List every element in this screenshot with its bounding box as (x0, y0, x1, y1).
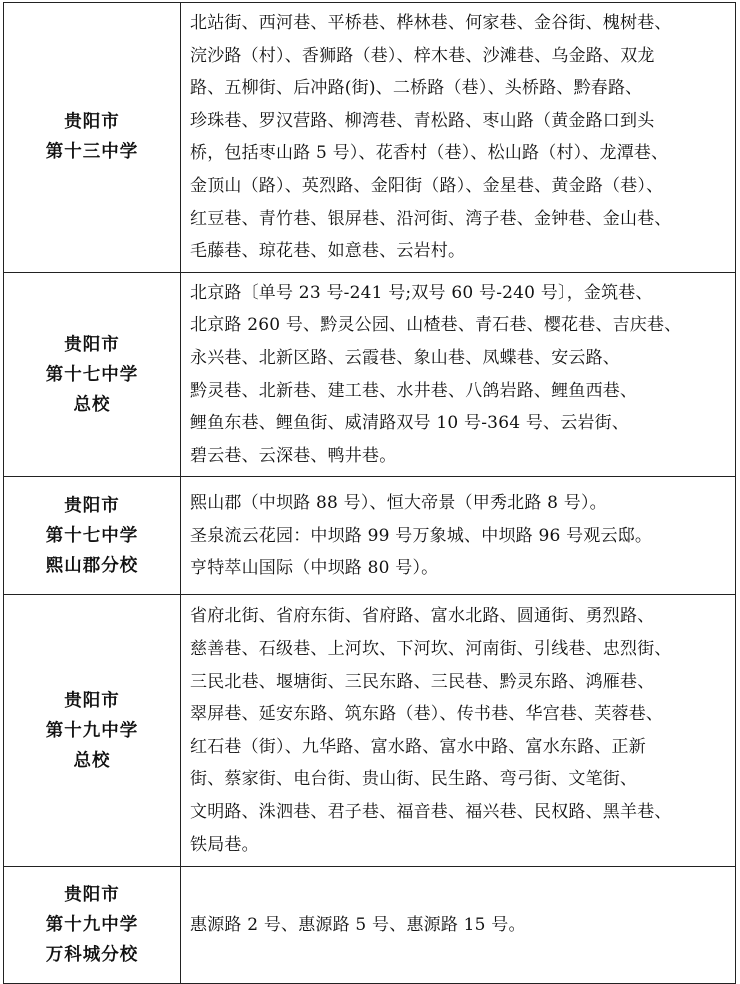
school-name-cell (4, 867, 181, 984)
area-text-line: 路、五柳街、后冲路(街)、二桥路（巷）、头桥路、黔春路、 (190, 78, 643, 99)
table-row (4, 867, 736, 984)
area-text-line: 北京路 260 号、黔灵公园、山楂巷、青石巷、樱花巷、吉庆巷、 (190, 315, 682, 336)
enrollment-area-cell (181, 3, 736, 273)
area-text-line: 红石巷（街）、九华路、富水路、富水中路、富水东路、正新 (190, 736, 646, 757)
school-name-line: 贵阳市 (64, 885, 120, 906)
enrollment-area-cell (181, 867, 736, 984)
school-name-line: 总校 (73, 750, 111, 771)
area-text-line: 北京路〔单号 23 号-241 号;双号 60 号-240 号〕，金筑巷、 (190, 282, 653, 303)
area-text-line: 省府北街、省府东街、省府路、富水北路、圆通街、勇烈路、 (190, 606, 655, 627)
table-row (4, 477, 736, 595)
school-name-line: 贵阳市 (64, 334, 120, 355)
school-name-line: 总校 (73, 394, 111, 415)
table-row (4, 272, 736, 477)
school-district-table (3, 2, 736, 984)
area-text-line: 亨特萃山国际（中坝路 80 号）。 (190, 558, 439, 579)
area-text-line: 永兴巷、北新区路、云霞巷、象山巷、凤蝶巷、安云路、 (190, 347, 620, 368)
school-name-cell (4, 3, 181, 273)
school-name-line: 第十九中学 (45, 915, 139, 936)
area-text-line: 三民北巷、堰塘街、三民东路、三民巷、黔灵东路、鸿雁巷、 (190, 671, 655, 692)
enrollment-area-cell (181, 272, 736, 477)
area-text-line: 红豆巷、青竹巷、银屏巷、沿河街、湾子巷、金钟巷、金山巷、 (190, 208, 672, 229)
school-name-cell (4, 272, 181, 477)
area-text-line: 珍珠巷、罗汉营路、柳湾巷、青松路、枣山路（黄金路口到头 (190, 110, 655, 131)
table-row (4, 595, 736, 867)
table-row (4, 3, 736, 273)
school-name-cell (4, 595, 181, 867)
area-text-line: 街、蔡家街、电台街、贵山街、民生路、弯弓街、文笔街、 (190, 769, 638, 790)
area-text-line: 黔灵巷、北新巷、建工巷、水井巷、八鸽岩路、鲤鱼西巷、 (190, 380, 638, 401)
area-text-line: 碧云巷、云深巷、鸭井巷。 (190, 445, 397, 466)
school-name-cell (4, 477, 181, 595)
area-text-line: 铁局巷。 (190, 834, 259, 855)
school-name-line: 贵阳市 (64, 112, 120, 133)
school-name-line: 第十三中学 (45, 142, 139, 163)
area-text-line: 北站街、西河巷、平桥巷、桦林巷、何家巷、金谷街、槐树巷、 (190, 13, 672, 33)
area-text-line: 金顶山（路）、英烈路、金阳街（路）、金星巷、黄金路（巷）、 (190, 175, 664, 196)
area-text-line: 惠源路 2 号、惠源路 5 号、惠源路 15 号。 (190, 915, 526, 936)
school-name-line: 第十七中学 (45, 364, 139, 385)
area-text-line: 慈善巷、石级巷、上河坎、下河坎、河南街、引线巷、忠烈街、 (190, 639, 672, 660)
area-text-line: 翠屏巷、延安东路、筑东路（巷）、传书巷、华宫巷、芙蓉巷、 (190, 704, 664, 725)
table-body (4, 3, 736, 984)
school-name-line: 万科城分校 (45, 945, 139, 966)
area-text-line: 熙山郡（中坝路 88 号）、恒大帝景（甲秀北路 8 号）。 (190, 492, 607, 513)
area-text-line: 圣泉流云花园：中坝路 99 号万象城、中坝路 96 号观云邸。 (190, 525, 653, 546)
area-text-line: 鲤鱼东巷、鲤鱼街、威清路双号 10 号-364 号、云岩街、 (190, 413, 630, 434)
school-name-line: 熙山郡分校 (45, 555, 139, 576)
enrollment-area-cell (181, 595, 736, 867)
enrollment-area-cell (181, 477, 736, 595)
area-text-line: 文明路、洙泗巷、君子巷、福音巷、福兴巷、民权路、黑羊巷、 (190, 802, 672, 822)
area-text-line: 桥，包括枣山路 5 号）、花香村（巷）、松山路（村）、龙潭巷、 (190, 143, 669, 164)
school-name-line: 第十九中学 (45, 720, 139, 741)
school-name-line: 贵阳市 (64, 690, 120, 711)
school-name-line: 第十七中学 (45, 525, 139, 546)
area-text-line: 浣沙路（村）、香狮路（巷）、梓木巷、沙滩巷、乌金路、双龙 (190, 45, 655, 66)
area-text-line: 毛藤巷、琼花巷、如意巷、云岩村。 (190, 241, 466, 262)
school-name-line: 贵阳市 (64, 495, 120, 516)
